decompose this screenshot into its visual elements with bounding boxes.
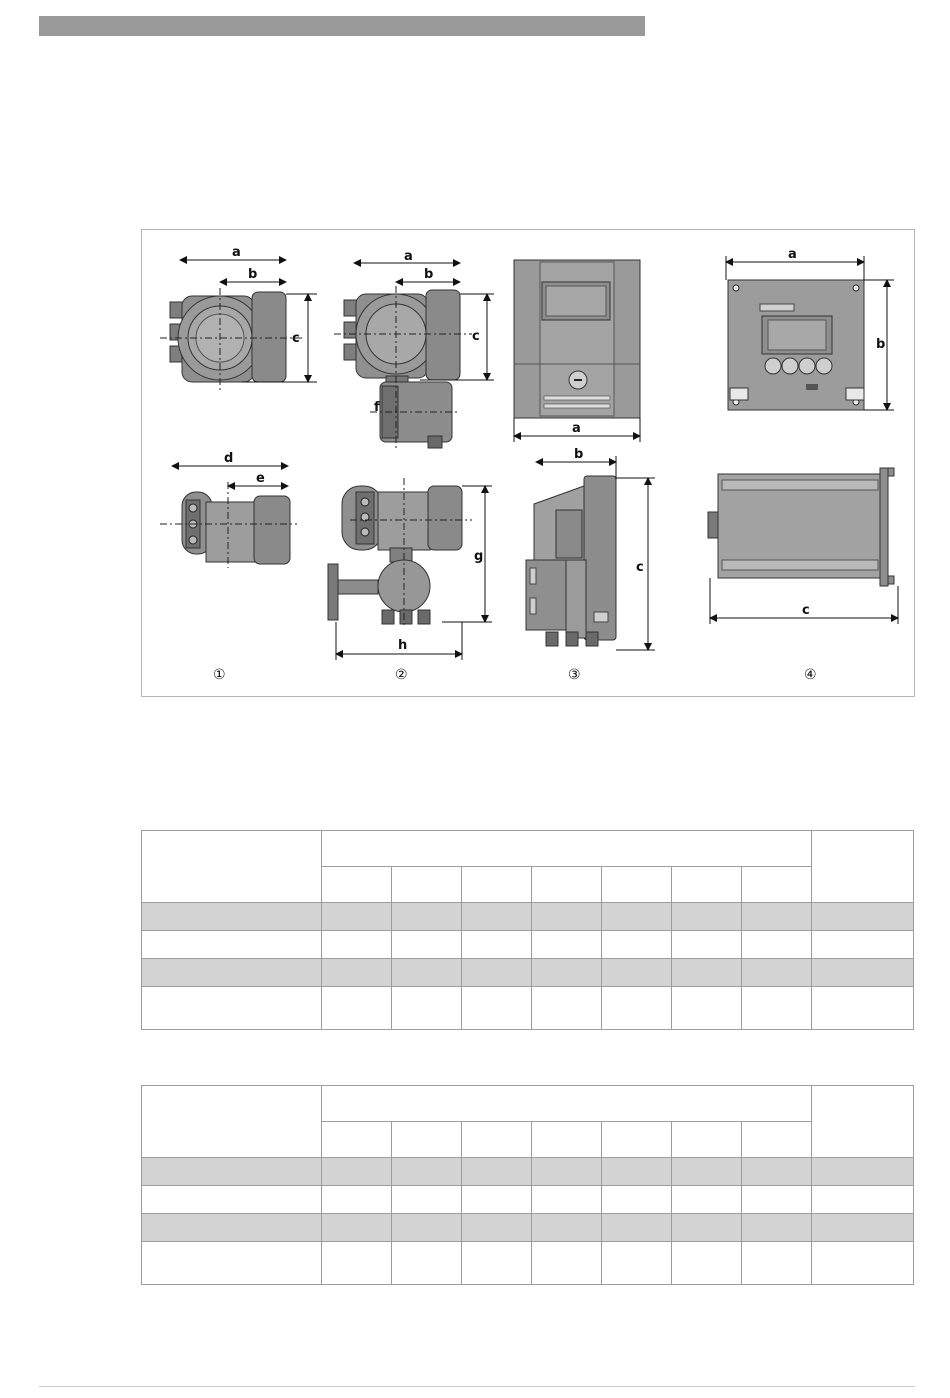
table-subheader-cell bbox=[602, 867, 672, 903]
table-row bbox=[142, 1242, 914, 1285]
dim-label: a bbox=[404, 249, 413, 264]
table-subheader-cell bbox=[742, 867, 812, 903]
dim-label: c bbox=[802, 603, 810, 618]
table-header-cell bbox=[322, 831, 812, 867]
table-header-cell bbox=[322, 1086, 812, 1122]
view3-front-housing bbox=[514, 260, 640, 418]
table-subheader-cell bbox=[392, 867, 462, 903]
footer-divider bbox=[39, 1386, 915, 1387]
table-row bbox=[142, 931, 914, 959]
dim-label: h bbox=[398, 638, 408, 653]
dim-label: g bbox=[474, 549, 484, 564]
view4-rack-front bbox=[728, 280, 864, 410]
table-subheader-cell bbox=[532, 1122, 602, 1158]
table-subheader-cell bbox=[742, 1122, 812, 1158]
table-row bbox=[142, 1214, 914, 1242]
table-header-cell bbox=[142, 1086, 322, 1158]
dim-label: a bbox=[572, 421, 581, 436]
view3-side-housing bbox=[526, 476, 616, 646]
table-header-cell bbox=[142, 831, 322, 903]
dim-label: c bbox=[292, 331, 300, 346]
dimensions-table-1 bbox=[141, 830, 914, 1030]
table-subheader-cell bbox=[672, 867, 742, 903]
table-subheader-cell bbox=[532, 867, 602, 903]
view-number-4: ④ bbox=[804, 667, 817, 683]
table-subheader-cell bbox=[672, 1122, 742, 1158]
header-bar bbox=[39, 16, 645, 36]
table-subheader-cell bbox=[462, 867, 532, 903]
dim-label: d bbox=[224, 451, 234, 466]
table-row bbox=[142, 959, 914, 987]
view2-front-housing bbox=[334, 286, 472, 450]
dim-label: a bbox=[232, 245, 241, 260]
table-subheader-cell bbox=[322, 1122, 392, 1158]
dim-label: e bbox=[256, 471, 265, 486]
dim-label: b bbox=[574, 447, 584, 462]
view4-rack-side bbox=[708, 468, 894, 586]
view-number-2: ② bbox=[395, 667, 408, 683]
dim-label: b bbox=[424, 267, 434, 282]
view2-side-housing bbox=[328, 478, 472, 626]
table-row bbox=[142, 1186, 914, 1214]
view-number-1: ① bbox=[213, 667, 226, 683]
table-subheader-cell bbox=[602, 1122, 672, 1158]
table-row bbox=[142, 903, 914, 931]
table-header-cell bbox=[812, 1086, 914, 1158]
dim-label: c bbox=[472, 329, 480, 344]
table-subheader-cell bbox=[322, 867, 392, 903]
table-row bbox=[142, 1158, 914, 1186]
dim-label: c bbox=[636, 560, 644, 575]
table-header-cell bbox=[812, 831, 914, 903]
dim-label: b bbox=[248, 267, 258, 282]
view1-front-housing bbox=[160, 288, 302, 390]
dim-label: b bbox=[876, 337, 886, 352]
view1-side-housing bbox=[160, 482, 297, 568]
dimension-drawings-figure bbox=[141, 229, 915, 697]
dim-label: a bbox=[788, 247, 797, 262]
table-subheader-cell bbox=[462, 1122, 532, 1158]
table-subheader-cell bbox=[392, 1122, 462, 1158]
dimensions-table-2 bbox=[141, 1085, 914, 1285]
view-number-3: ③ bbox=[568, 667, 581, 683]
dim-label: f bbox=[374, 400, 380, 415]
table-row bbox=[142, 987, 914, 1030]
